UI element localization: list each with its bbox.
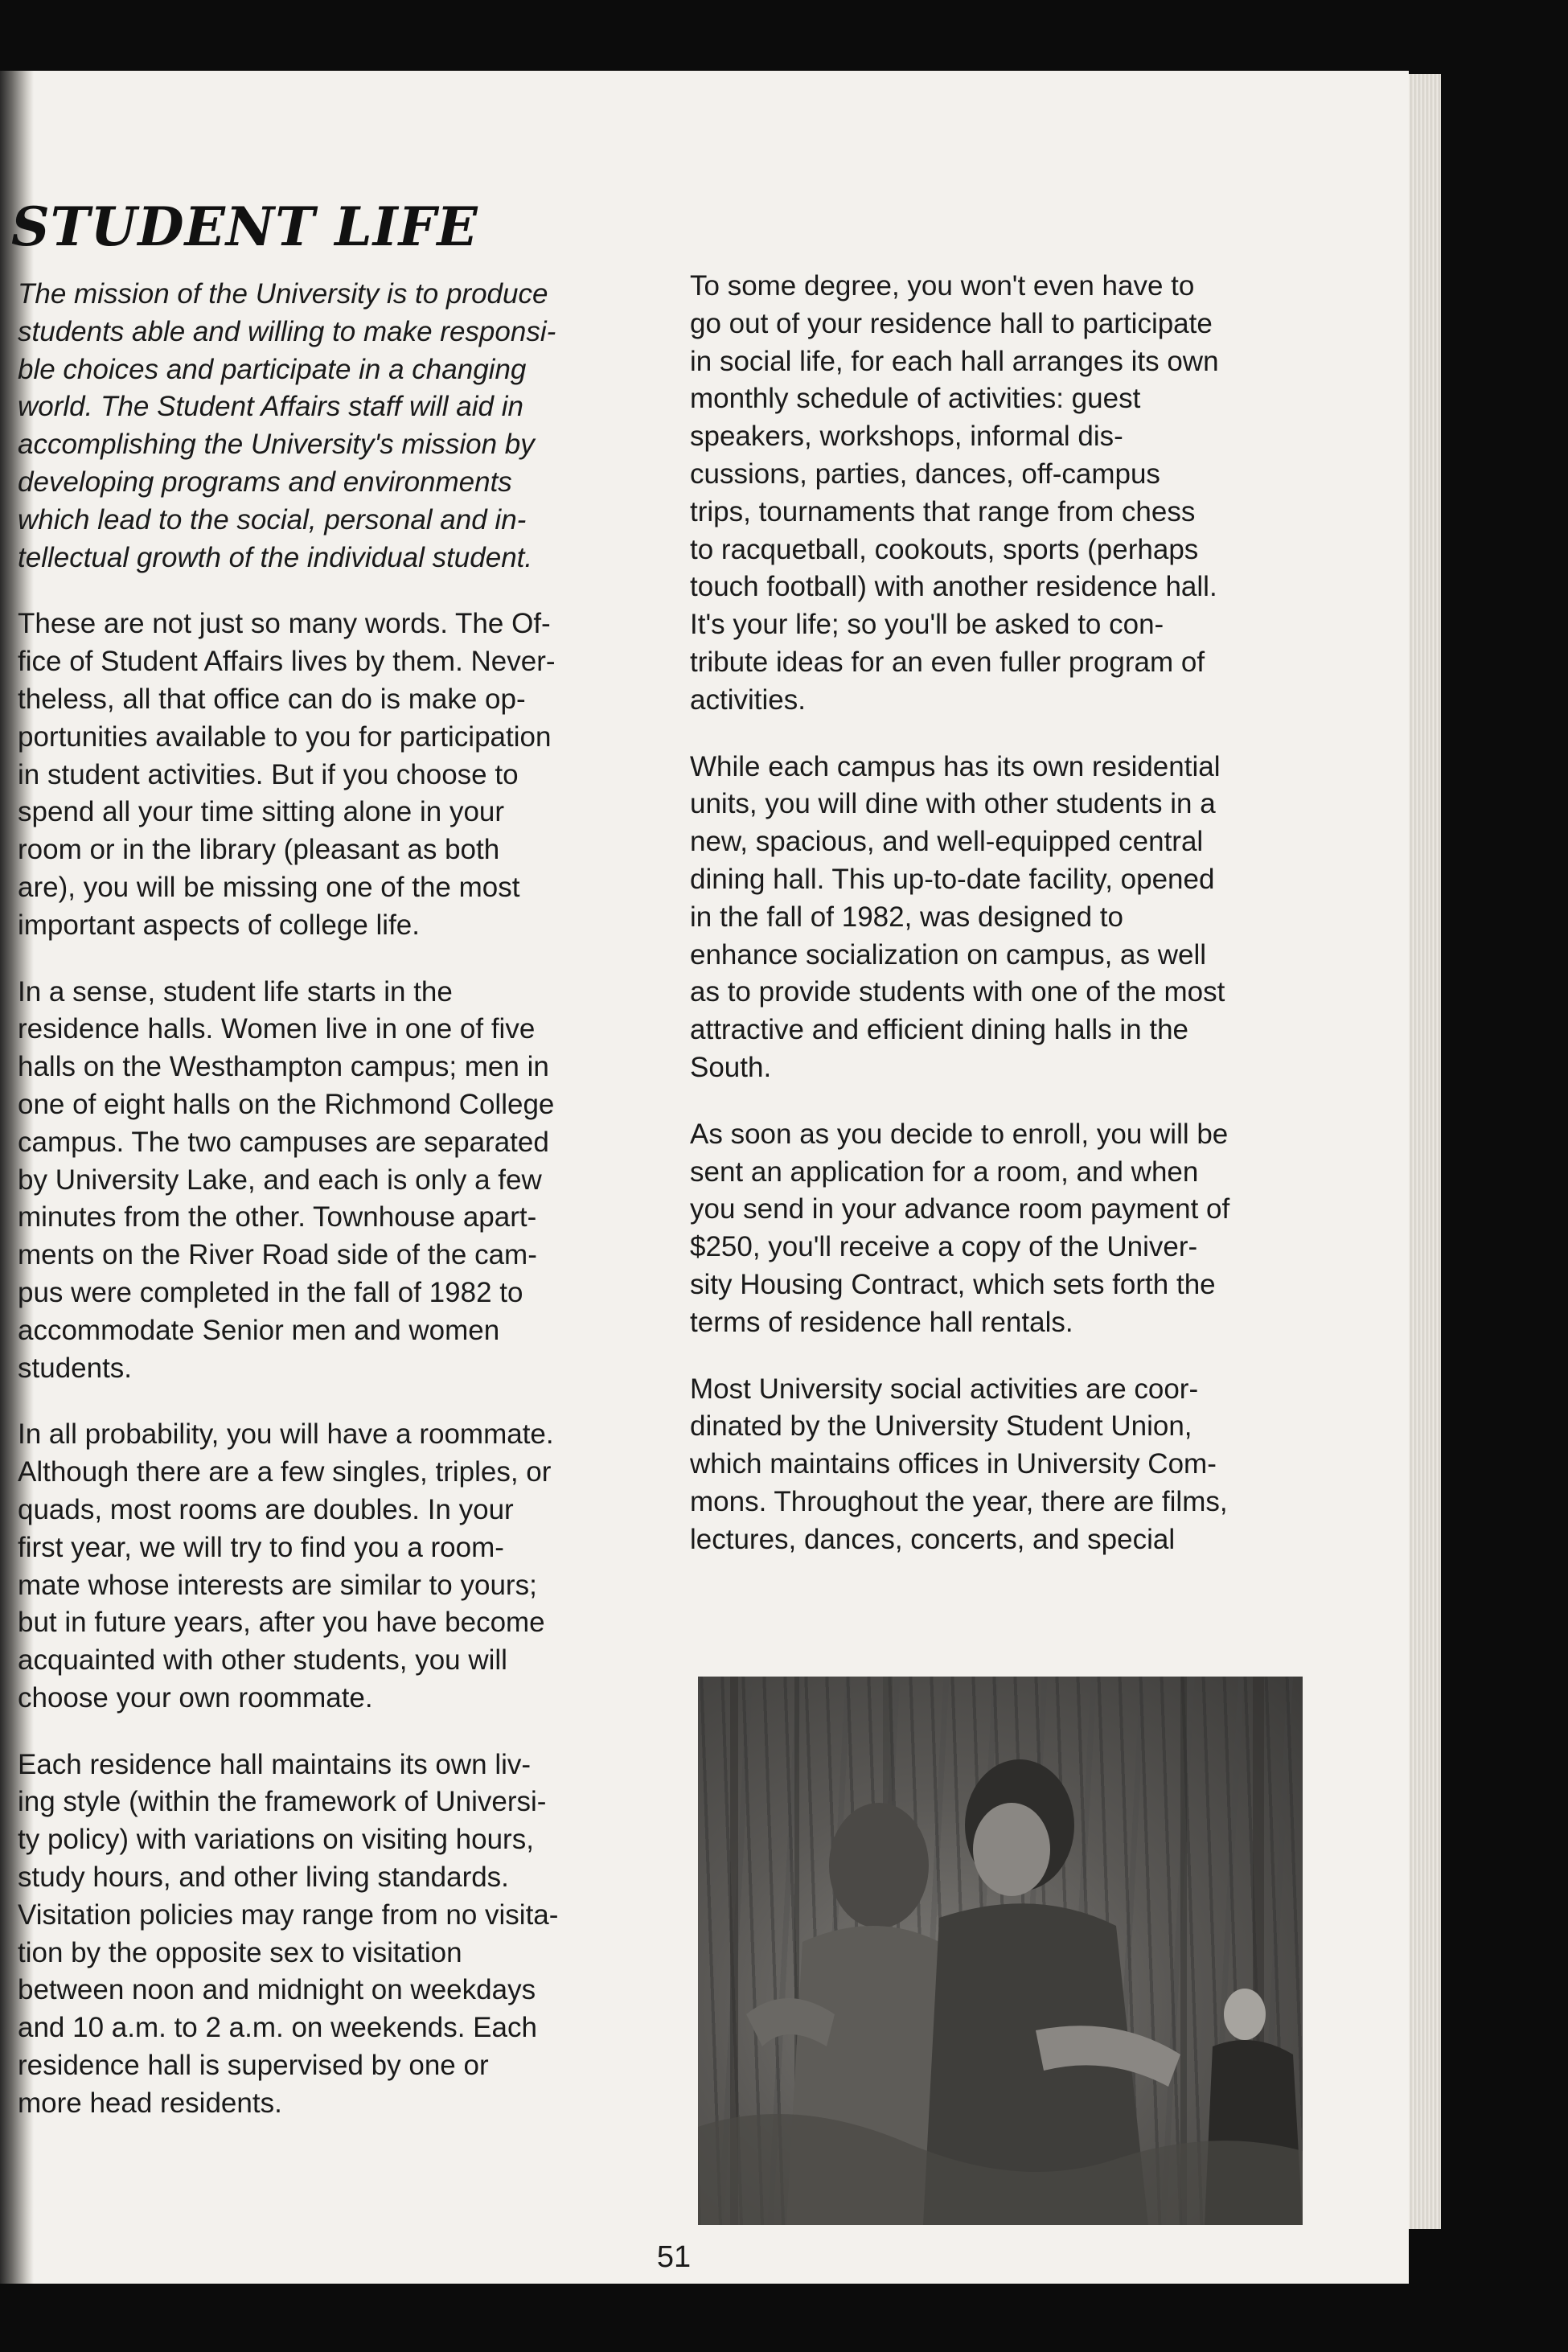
paragraph-dining-hall: While each campus has its own residential units, you will dine with other students in a new, spacious, and well-equipped central dining hall. This up-to-date facility, opened in the fall of 1982, was designed to enhance socialization on campus, as well as to provide students with one of the most attractive and efficient dining halls in the South. [690, 750, 1225, 1083]
paragraph-room-application: As soon as you decide to enroll, you will be sent an application for a room, and when you send in your advance room payment of $250, you'll receive a copy of the Univer- sity Housing Contract, which sets forth the terms of residence hall rentals. [690, 1118, 1230, 1338]
book-page [0, 71, 1409, 2284]
paragraph-student-union: Most University social activities are coor- dinated by the University Student Union, which maintains offices in University Com- mons. Throughout the year, there are films, lectures, dances, concerts, and special [690, 1373, 1228, 1555]
paragraph-living-style: Each residence hall maintains its own liv- ing style (within the framework of Universi- ty policy) with variations on visiting hours, study hours, and other living standards. Visitation policies may range from no visita- tion by the opposite sex to visitation between noon and midnight on weekdays and 10 a.m. to 2 a.m. on weekends. Each residence hall is supervised by one or more head residents. [18, 1748, 559, 2119]
photo [698, 1677, 1303, 2225]
photo-figures [698, 1677, 1303, 2225]
paragraph-hall-activities: To some degree, you won't even have to go out of your residence hall to participate in social life, for each hall arranges its own monthly schedule of activities: guest speakers, workshops, informal dis- cussions, parties, dances, off-campus trips, tournaments that range from chess to racquetball, cookouts, sports (perhaps touch football) with another residence hall. It's your life; so you'll be asked to con- tribute ideas for an even fuller program of activities. [690, 270, 1219, 716]
page-number: 51 [656, 2240, 692, 2274]
paragraph-roommate: In all probability, you will have a roommate. Although there are a few singles, triples, or quads, most rooms are doubles. In your first year, we will try to find you a room- mate whose interests are similar to yours; but in future years, after you have become acquainted with other students, you will choose your own roommate. [18, 1418, 554, 1714]
paragraph-student-affairs: These are not just so many words. The Of- fice of Student Affairs lives by them. Never- theless, all that office can do is make op- portunities available to you for participation in student activities. But if you choose to spend all your time sitting alone in your room or in the library (pleasant as both are), you will be missing one of the most important aspects of college life. [18, 608, 556, 941]
left-column [18, 276, 637, 2152]
mission-paragraph: The mission of the University is to produce students able and willing to make responsi- ble choices and participate in a changing world. The Student Affairs staff will aid in accomplishing the University's mission by developing programs and environments which lead to the social, personal and in- tellectual growth of the individual student. [18, 278, 556, 573]
page-title: STUDENT LIFE [11, 195, 478, 258]
right-column [690, 268, 1325, 1588]
paragraph-residence-halls: In a sense, student life starts in the residence halls. Women live in one of five halls on the Westhampton campus; men in one of eight halls on the Richmond College campus. The two campuses are separated by University Lake, and each is only a few minutes from the other. Townhouse apart- ments on the River Road side of the cam- pus were completed in the fall of 1982 to accommodate Senior men and women students. [18, 975, 555, 1384]
